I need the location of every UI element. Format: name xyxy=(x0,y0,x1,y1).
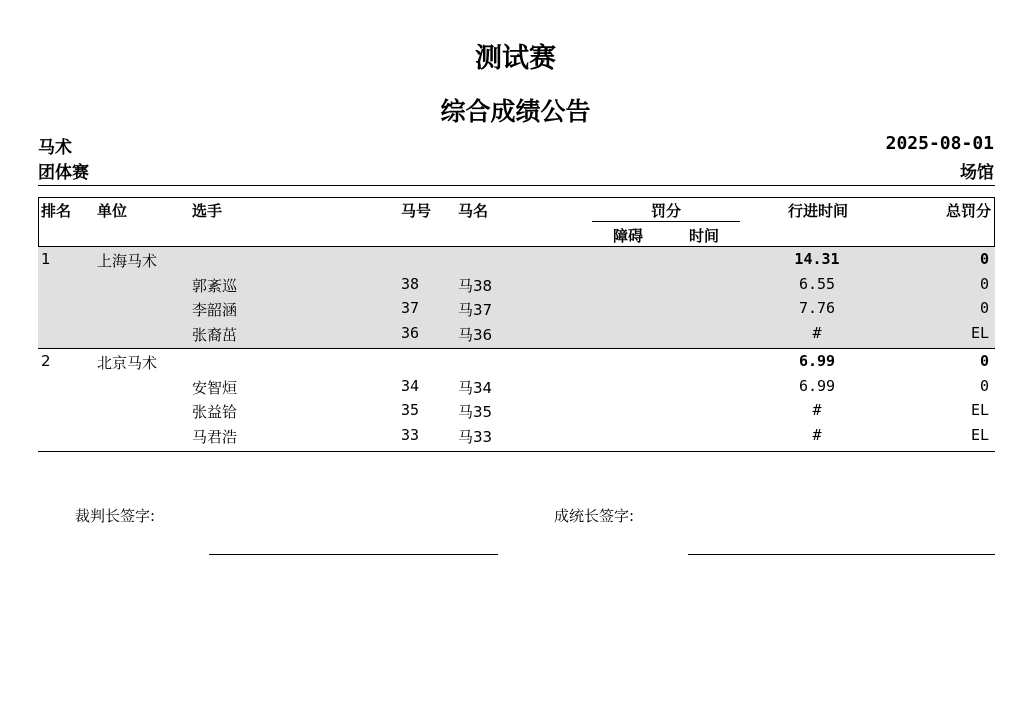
col-penalty-time: 时间 xyxy=(689,227,720,245)
horse-no: 38 xyxy=(401,275,420,293)
col-horse-name: 马名 xyxy=(458,202,489,220)
header-divider xyxy=(38,185,995,186)
total-penalty: 0 xyxy=(979,299,989,317)
horse-no: 34 xyxy=(401,377,420,395)
event-label: 团体赛 xyxy=(38,163,89,183)
sport-label: 马术 xyxy=(38,138,72,158)
total-penalty: 0 xyxy=(979,250,989,268)
member-row xyxy=(38,297,995,321)
team-row xyxy=(38,350,995,374)
travel-time: 14.31 xyxy=(794,250,840,268)
horse-name: 马36 xyxy=(458,326,493,344)
rider: 马君浩 xyxy=(192,428,238,446)
report-title: 综合成绩公告 xyxy=(440,97,591,126)
member-row xyxy=(38,399,995,423)
travel-time: 6.99 xyxy=(798,377,836,395)
member-row xyxy=(38,424,995,448)
date-label: 2025-08-01 xyxy=(885,133,994,154)
rider: 郭紊巡 xyxy=(192,277,238,295)
total-penalty: 0 xyxy=(979,377,989,395)
total-penalty: EL xyxy=(970,426,989,444)
chief-judge-signature-label: 裁判长签字: xyxy=(75,507,156,525)
member-row xyxy=(38,375,995,399)
chief-results-signature-line xyxy=(688,554,995,555)
travel-time: # xyxy=(812,401,822,419)
horse-no: 35 xyxy=(401,401,420,419)
horse-name: 马33 xyxy=(458,428,493,446)
rider: 张益铪 xyxy=(192,403,238,421)
col-travel-time: 行进时间 xyxy=(787,202,848,220)
col-horse-no: 马号 xyxy=(401,202,432,220)
total-penalty: EL xyxy=(970,324,989,342)
col-rank: 排名 xyxy=(41,202,72,220)
chief-results-signature-label: 成统长签字: xyxy=(554,507,635,525)
penalty-underline xyxy=(592,221,740,222)
horse-name: 马37 xyxy=(458,301,493,319)
col-total-penalty: 总罚分 xyxy=(945,202,991,220)
horse-name: 马38 xyxy=(458,277,493,295)
horse-name: 马35 xyxy=(458,403,493,421)
total-penalty: 0 xyxy=(979,352,989,370)
team-row xyxy=(38,248,995,272)
rider: 张裔茁 xyxy=(192,326,238,344)
horse-no: 33 xyxy=(401,426,420,444)
col-rider: 选手 xyxy=(192,202,223,220)
travel-time: # xyxy=(812,426,822,444)
col-penalty-obstacle: 障碍 xyxy=(613,227,644,245)
horse-name: 马34 xyxy=(458,379,493,397)
col-penalty: 罚分 xyxy=(650,202,681,220)
travel-time: # xyxy=(812,324,822,342)
rider: 李韶涵 xyxy=(192,301,238,319)
rank: 1 xyxy=(41,250,51,268)
member-row xyxy=(38,322,995,346)
team-group xyxy=(38,349,995,450)
total-penalty: EL xyxy=(970,401,989,419)
horse-no: 36 xyxy=(401,324,420,342)
col-unit: 单位 xyxy=(97,202,128,220)
travel-time: 7.76 xyxy=(798,299,836,317)
travel-time: 6.99 xyxy=(798,352,836,370)
rider: 安智烜 xyxy=(192,379,238,397)
unit: 上海马术 xyxy=(97,252,158,270)
venue-label: 场馆 xyxy=(960,163,994,183)
unit: 北京马术 xyxy=(97,354,158,372)
table-header xyxy=(38,197,995,247)
travel-time: 6.55 xyxy=(798,275,836,293)
team-group xyxy=(38,247,995,348)
member-row xyxy=(38,273,995,297)
rank: 2 xyxy=(41,352,51,370)
competition-title: 测试赛 xyxy=(475,43,556,74)
total-penalty: 0 xyxy=(979,275,989,293)
horse-no: 37 xyxy=(401,299,420,317)
table-bottom-rule xyxy=(38,451,995,452)
chief-judge-signature-line xyxy=(209,554,498,555)
